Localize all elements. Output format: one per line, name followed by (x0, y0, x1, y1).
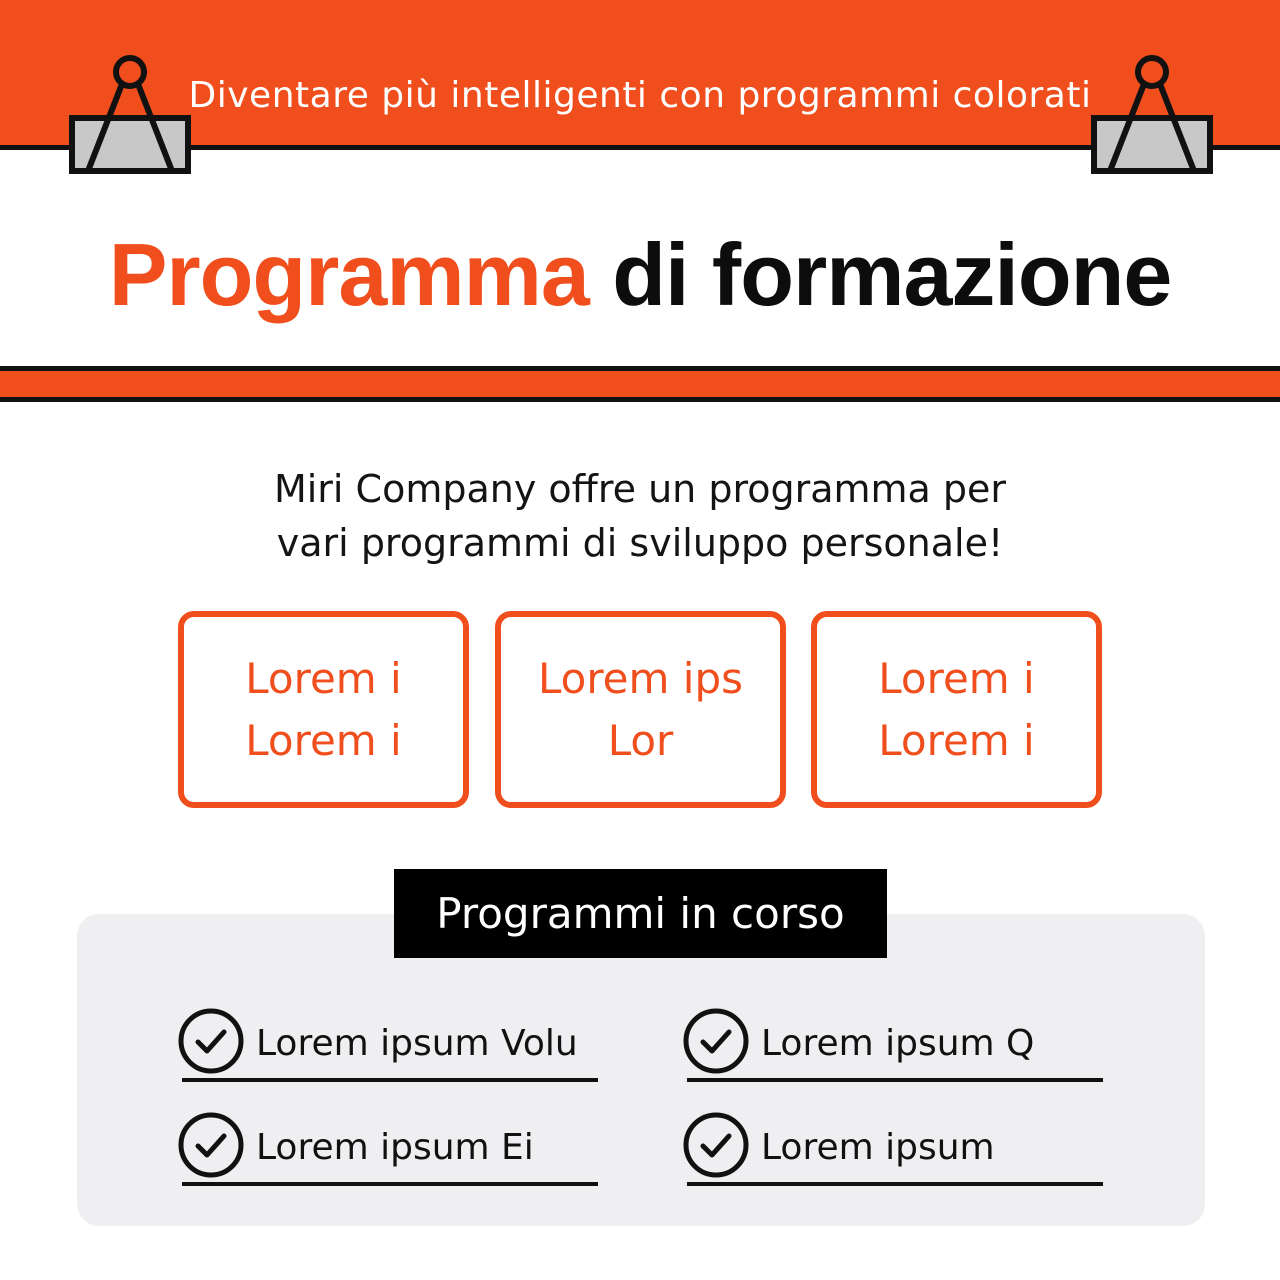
feature-box-line: Lorem i (878, 653, 1035, 703)
feature-box-line: Lorem i (245, 653, 402, 703)
feature-boxes (178, 611, 1102, 808)
feature-box-line: Lor (607, 715, 674, 765)
title-accent: Programma (108, 225, 589, 324)
intro-line: vari programmi di sviluppo personale! (276, 521, 1004, 565)
program-item-label: Lorem ipsum Q (761, 1023, 1035, 1064)
program-item-label: Lorem ipsum Volu (256, 1023, 578, 1064)
divider-stripe (0, 366, 1280, 402)
feature-box-line: Lorem i (878, 715, 1035, 765)
feature-box (178, 611, 469, 808)
title-rest: di formazione (612, 225, 1172, 324)
program-item-label: Lorem ipsum (761, 1127, 995, 1168)
check-circle-icon (178, 1112, 244, 1178)
program-item (687, 1110, 1103, 1186)
page-title (0, 220, 1280, 330)
feature-box-line: Lorem i (245, 715, 402, 765)
feature-box (811, 611, 1102, 808)
programs-label: Programmi in corso (394, 869, 887, 958)
intro-line: Miri Company offre un programma per (273, 467, 1007, 511)
program-item (687, 1006, 1103, 1082)
check-circle-icon (178, 1008, 244, 1074)
feature-box (495, 611, 786, 808)
check-circle-icon (683, 1112, 749, 1178)
feature-box-line: Lorem ips (537, 653, 744, 703)
intro-text (140, 462, 1140, 570)
program-item (182, 1006, 598, 1082)
program-item-label: Lorem ipsum Ei (256, 1127, 534, 1168)
header-tagline: Diventare più intelligenti con programmi colorati (188, 75, 1092, 116)
program-item (182, 1110, 598, 1186)
check-circle-icon (683, 1008, 749, 1074)
